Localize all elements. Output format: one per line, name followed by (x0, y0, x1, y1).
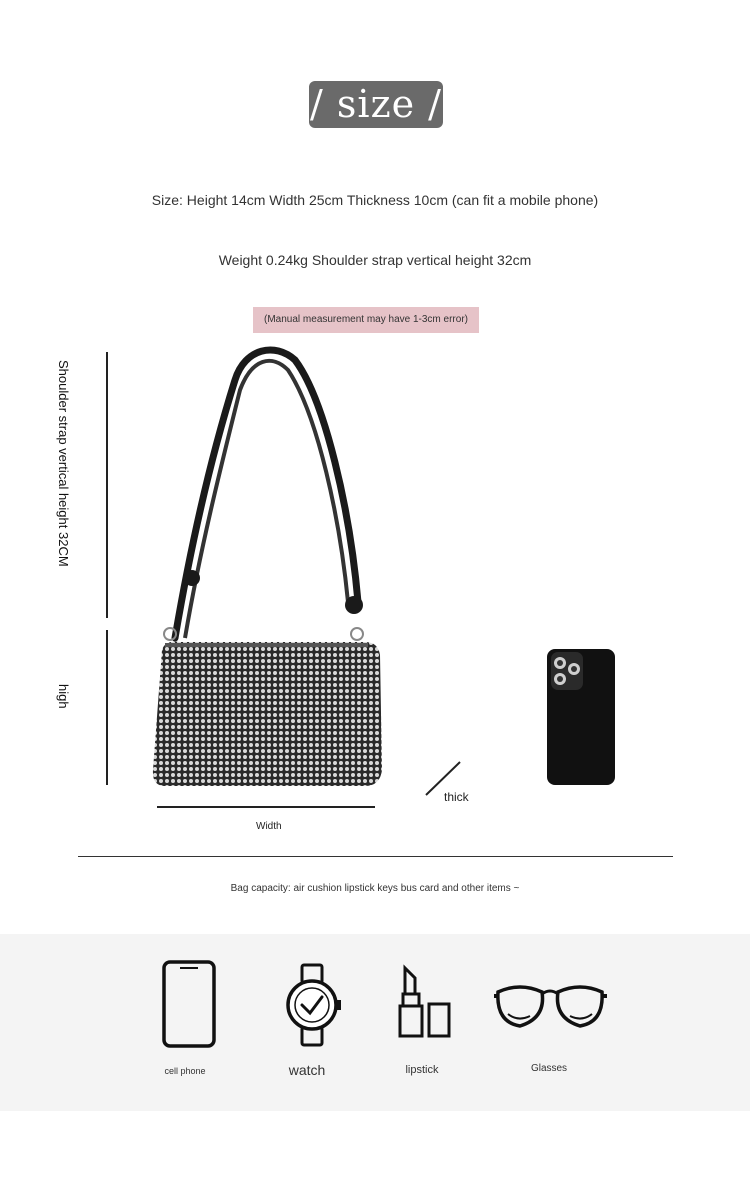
divider (78, 856, 673, 857)
item-label-lipstick: lipstick (405, 1064, 439, 1076)
item-label-glasses: Glasses (530, 1063, 568, 1074)
item-label-watch: watch (288, 1062, 326, 1078)
capacity-items-panel (0, 934, 750, 1111)
capacity-text: Bag capacity: air cushion lipstick keys bus card and other items ~ (230, 883, 520, 894)
section-title: / size / (310, 82, 442, 126)
phone-comparison-image (545, 647, 617, 787)
phone-icon (160, 958, 218, 1050)
width-label: Width (256, 821, 282, 832)
lipstick-icon (395, 964, 455, 1040)
item-label-phone: cell phone (164, 1066, 206, 1076)
watch-icon (282, 962, 346, 1048)
bag-height-label: high (56, 684, 71, 709)
weight-spec: Weight 0.24kg Shoulder strap vertical height 32cm (218, 252, 532, 268)
strap-height-label: Shoulder strap vertical height 32CM (56, 360, 71, 567)
rhinestone-bag-image (140, 340, 400, 795)
glasses-icon (490, 978, 610, 1034)
thick-label: thick (444, 790, 469, 804)
measurement-note: (Manual measurement may have 1-3cm error) (253, 307, 479, 333)
size-spec: Size: Height 14cm Width 25cm Thickness 10cm (can fit a mobile phone) (151, 192, 599, 208)
